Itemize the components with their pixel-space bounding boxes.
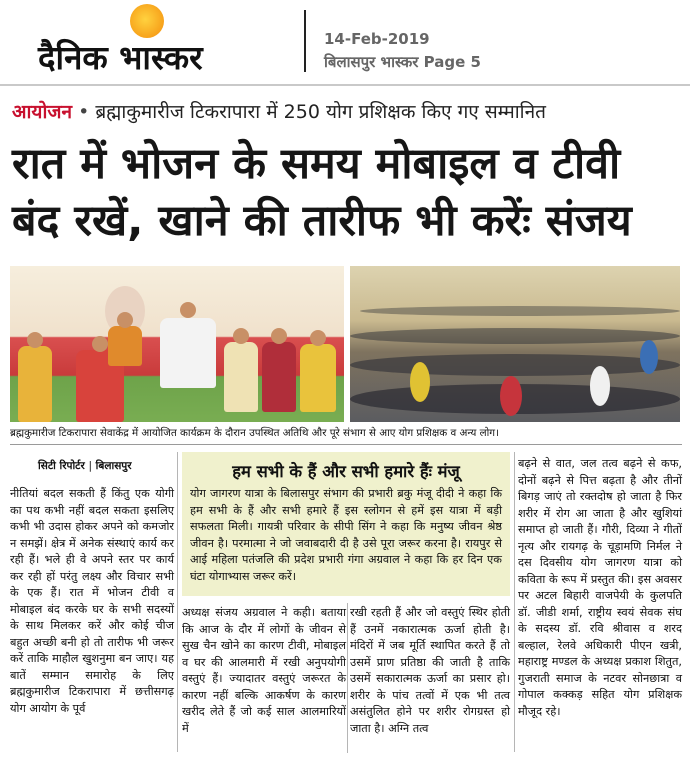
guest-head [117, 312, 133, 328]
guest-figure [160, 318, 216, 388]
audience-member [410, 362, 430, 402]
column-rule [177, 452, 178, 752]
article-column-2 [182, 605, 346, 737]
masthead-divider [304, 10, 306, 72]
crowd-row [350, 354, 680, 376]
guest-head [310, 330, 326, 346]
box-body: योग जागरण यात्रा के बिलासपुर संभाग की प्रभारी ब्रकु मंजू दीदी ने कहा कि हम सभी के हैं और सभी हमारे हैं इस स्लोगन से हमें इस यात्रा में बड़ी सफलता मिली। गायत्री परिवार के सीपी सिंग ने कहा कि मनुष्य जीवन श्रेष्ठ जीवन है। परमात्मा ने जो जवाबदारी दी है उसे पूरा जरूर करना है। रायपुर से आई महिला पतंजलि की प्रदेश प्रभारी गंगा अग्रवाल ने कहा कि हर दिन एक घंटा योगाभ्यास जरूर करें। [190, 487, 502, 583]
column-text: रखी रहती हैं और जो वस्तुएं स्थिर होती हैं उनमें नकारात्मक ऊर्जा होती है। मंदिरों में जब मूर्ति स्थापित करते हैं तो उसमें प्राण प्रतिष्ठा की जाती है ताकि उसमें सकारात्मक ऊर्जा का प्रसार हो। शरीर के पांच तत्वों में एक भी तत्व असंतुलित होने पर शरीर रोगग्रस्त हो जाता है। अग्नि तत्व [350, 606, 510, 735]
guest-head [92, 336, 108, 352]
guest-figure [262, 342, 296, 412]
byline-reporter: सिटी रिपोर्टर [38, 460, 85, 472]
guest-figure [300, 344, 336, 412]
article-column-1 [10, 486, 174, 717]
photo-audience [350, 266, 680, 422]
sidebar-box [182, 452, 510, 596]
guest-head [271, 328, 287, 344]
photo-caption: ब्रह्मकुमारीज टिकरापारा सेवाकेंद्र में आयोजित कार्यक्रम के दौरान उपस्थित अतिथि और पूरे संभाग से आए योग प्रशिक्षक व अन्य लोग। [10, 427, 499, 439]
box-title: हम सभी के हैं और सभी हमारे हैंः मंजू [232, 462, 460, 481]
guest-figure [18, 346, 52, 422]
byline-separator: | [88, 460, 92, 472]
byline [38, 459, 132, 473]
edition-date: 14-Feb-2019 [324, 30, 430, 48]
headline-line-1: रात में भोजन के समय मोबाइल व टीवी [12, 139, 621, 189]
column-rule [347, 603, 348, 753]
kicker-label: आयोजन [12, 101, 73, 123]
column-text: अध्यक्ष संजय अग्रवाल ने कही। बताया कि आज के दौर में लोगों के जीवन से सुख चैन खोने का कारण टीवी, मोबाइल व घर की आलमारी में रखी अनुपयोगी वस्तुएं हैं। ज्यादातर वस्तुएं जरूरत के कारण नहीं बल्कि आकर्षण के कारण खरीद लेते हैं जो कई साल आलमारियों में [182, 606, 346, 735]
audience-member [590, 366, 610, 406]
sun-logo-icon [130, 4, 164, 38]
headline-line-2: बंद रखें, खाने की तारीफ भी करेंः संजय [12, 196, 632, 246]
headline [12, 136, 682, 250]
guest-figure [108, 326, 142, 366]
guest-head [180, 302, 196, 318]
column-text: नीतियां बदल सकती हैं किंतु एक योगी का पथ कभी नहीं बदल सकता इसलिए कभी भी उदास होकर अपने को कमजोर न समझें। क्षेत्र में अनेक संस्थाएं कार्य कर रही हैं। भले ही वे अपने स्तर पर कार्य कर रही हों परंतु लक्ष्य और विचार सभी के एक हैं। रात में भोजन टीवी व मोबाइल बंद करके घर के सभी सदस्यों के साथ मिलकर करें और कोई चीज बहुत अच्छी बनी हो तो तारीफ भी जरूर करें ताकि माहौल खुशनुमा बन जाए। यह बातें सम्मान समारोह के लिए ब्रह्मकुमारीज टिकरापारा में छत्तीसगढ़ योग आयोग के पूर्व [10, 487, 174, 715]
column-rule [514, 452, 515, 752]
kicker [12, 98, 682, 124]
crowd-row [360, 306, 680, 316]
masthead [0, 0, 690, 86]
crowd-row [350, 328, 680, 344]
kicker-text: ब्रह्माकुमारीज टिकरापारा में 250 योग प्रशिक्षक किए गए सम्मानित [95, 101, 546, 123]
article-column-3 [350, 605, 510, 737]
byline-city: बिलासपुर [95, 460, 132, 472]
kicker-bullet: • [78, 101, 90, 123]
masthead-rule [0, 84, 690, 86]
audience-member [640, 340, 658, 374]
edition-page: बिलासपुर भास्कर Page 5 [324, 53, 481, 71]
guest-figure [224, 342, 258, 412]
audience-member [500, 376, 522, 416]
column-text: बढ़ने से वात, जल तत्व बढ़ने से कफ, दोनों बढ़ने से पित्त बढ़ता है और तीनों बिगड़ जाएं तो रक्तदोष हो जाता है फिर शरीर में रोग आ जाता है और खुशियां समाप्त हो जाती हैं। गौरी, दिव्या ने गीतों नृत्य और रायगढ़ के चूड़ामणि निर्मल ने दस दिवसीय योग जागरण यात्रा को कविता के रूप में प्रस्तुत की। इस अवसर पर अटल बिहारी वाजपेयी के कुलपति डॉ. जीडी शर्मा, राष्ट्रीय स्वयं सेवक संघ के सदस्य डॉ. रवि श्रीवास व शरद बल्हाल, रेलवे अधिकारी पीएन खत्री, महाराष्ट्र मण्डल के अध्यक्ष प्रकाश शितुत, गुजराती समाज के नटवर सोनछात्रा व गोपाल कक्कड़ सहित योग प्रशिक्षक मौजूद रहे। [518, 457, 682, 718]
newspaper-logo: दैनिक भास्कर [38, 38, 203, 77]
guest-head [233, 328, 249, 344]
caption-rule [10, 444, 682, 445]
article-column-4 [518, 456, 682, 720]
photo-stage-guests [10, 266, 344, 422]
guest-head [27, 332, 43, 348]
